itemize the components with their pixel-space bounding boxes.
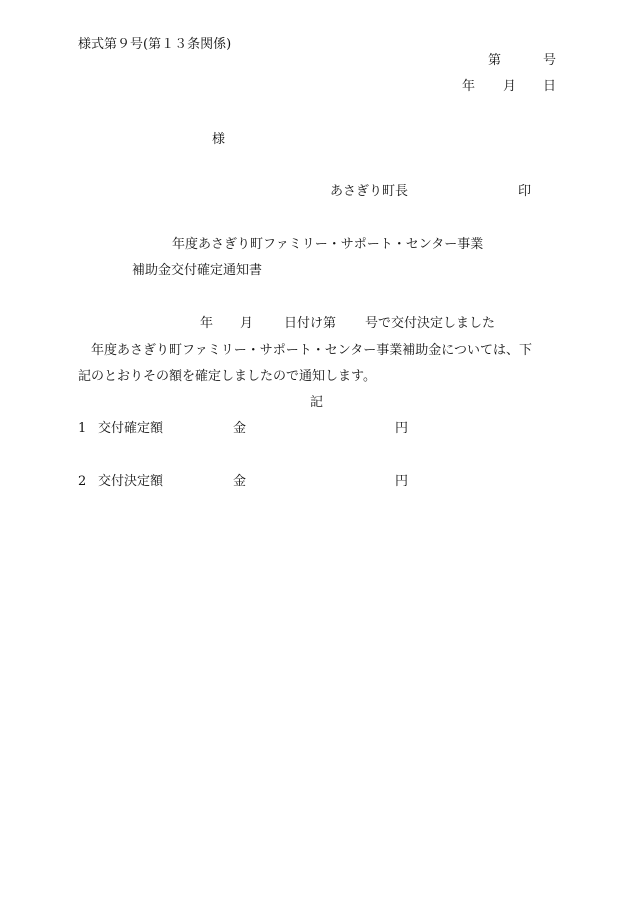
item-en: 円 <box>395 421 409 436</box>
item-en: 円 <box>395 474 409 489</box>
doc-number-prefix: 第 <box>488 53 502 68</box>
issuer-title: あさぎり町長 <box>330 184 409 199</box>
date-month: 月 <box>503 79 517 94</box>
item-label: 交付確定額 <box>98 421 164 436</box>
reference-dated: 日付け第 <box>284 316 337 331</box>
item-label: 交付決定額 <box>98 474 164 489</box>
ki-label: 記 <box>310 395 324 410</box>
date-year: 年 <box>462 79 476 94</box>
reference-year: 年 <box>200 316 214 331</box>
body-paragraph-line1: 年度あさぎり町ファミリー・サポート・センター事業補助金については、下 <box>91 343 532 358</box>
item-number: 1 <box>78 421 87 436</box>
document-title-line1: 年度あさぎり町ファミリー・サポート・センター事業 <box>172 237 484 252</box>
reference-month: 月 <box>240 316 254 331</box>
issuer-seal: 印 <box>518 184 532 199</box>
form-label: 様式第９号(第１３条関係) <box>78 37 232 52</box>
doc-number-suffix: 号 <box>543 53 557 68</box>
reference-text: 号で交付決定しました <box>365 316 496 331</box>
item-kin: 金 <box>233 474 247 489</box>
date-day: 日 <box>543 79 557 94</box>
item-kin: 金 <box>233 421 247 436</box>
document-title-line2: 補助金交付確定通知書 <box>132 263 263 278</box>
item-number: 2 <box>78 474 87 489</box>
body-paragraph-line2: 記のとおりその額を確定しましたので通知します。 <box>78 369 376 384</box>
addressee-suffix: 様 <box>212 132 226 147</box>
